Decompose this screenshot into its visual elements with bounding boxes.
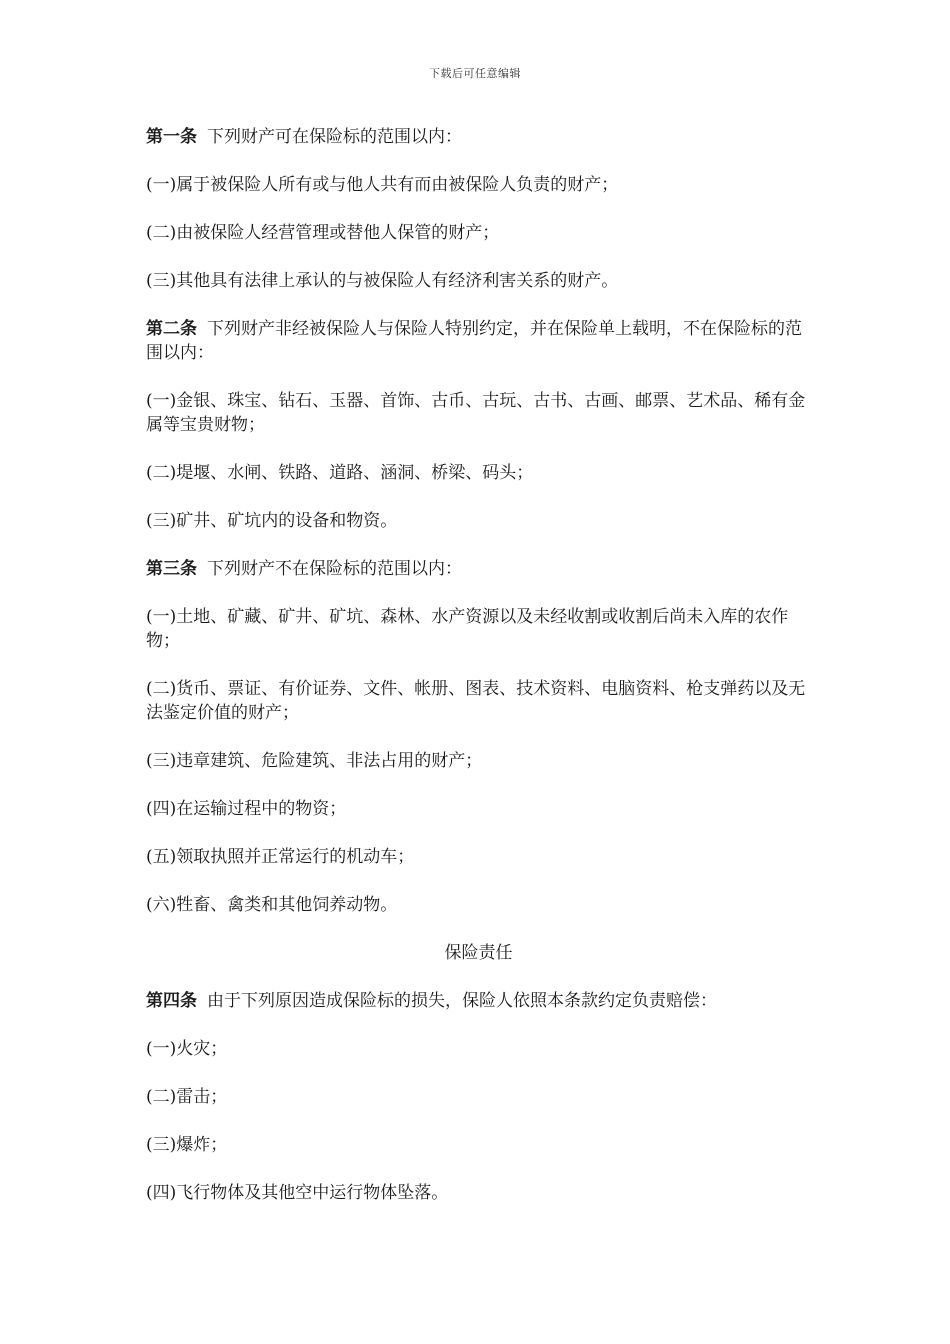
section-heading: 保险责任 [444, 943, 513, 963]
article-paragraph [146, 557, 811, 581]
list-item: (五)领取执照并正常运行的机动车； [146, 847, 415, 867]
list-item: (一)金银、珠宝、钻石、玉器、首饰、古币、古玩、古书、古画、邮票、艺术品、稀有金属等宝贵财物； [146, 391, 806, 435]
list-item: (二)雷击； [146, 1087, 228, 1107]
article-text: 由于下列原因造成保险标的损失，保险人依照本条款约定负责赔偿： [207, 991, 717, 1011]
article-text: 下列财产不在保险标的范围以内： [207, 559, 462, 579]
list-item: (三)矿井、矿坑内的设备和物资。 [146, 511, 398, 531]
document-body [146, 125, 811, 1205]
list-item: (二)堤堰、水闸、铁路、道路、涵洞、桥梁、码头； [146, 463, 534, 483]
page-header: 下载后可任意编辑 [429, 67, 521, 80]
list-item: (二)货币、票证、有价证券、文件、帐册、图表、技术资料、电脑资料、枪支弹药以及无法鉴定价值的财产； [146, 679, 806, 723]
article-paragraph [146, 125, 811, 149]
list-item: (三)违章建筑、危险建筑、非法占用的财产； [146, 751, 483, 771]
list-item: (一)土地、矿藏、矿井、矿坑、森林、水产资源以及未经收割或收割后尚未入库的农作物； [146, 607, 789, 651]
article-paragraph [146, 989, 811, 1013]
list-item: (一)属于被保险人所有或与他人共有而由被保险人负责的财产； [146, 175, 619, 195]
article-label: 第四条 [146, 991, 197, 1011]
list-item: (一)火灾； [146, 1039, 228, 1059]
list-item: (三)其他具有法律上承认的与被保险人有经济利害关系的财产。 [146, 271, 619, 291]
list-item: (二)由被保险人经营管理或替他人保管的财产； [146, 223, 500, 243]
article-label: 第一条 [146, 127, 197, 147]
article-label: 第二条 [146, 319, 197, 339]
list-item: (六)牲畜、禽类和其他饲养动物。 [146, 895, 398, 915]
article-paragraph [146, 317, 811, 365]
article-text: 下列财产可在保险标的范围以内： [207, 127, 462, 147]
article-text: 下列财产非经被保险人与保险人特别约定，并在保险单上载明，不在保险标的范围以内： [146, 319, 802, 363]
article-label: 第三条 [146, 559, 197, 579]
list-item: (四)在运输过程中的物资； [146, 799, 347, 819]
list-item: (三)爆炸； [146, 1135, 228, 1155]
list-item: (四)飞行物体及其他空中运行物体坠落。 [146, 1183, 449, 1203]
